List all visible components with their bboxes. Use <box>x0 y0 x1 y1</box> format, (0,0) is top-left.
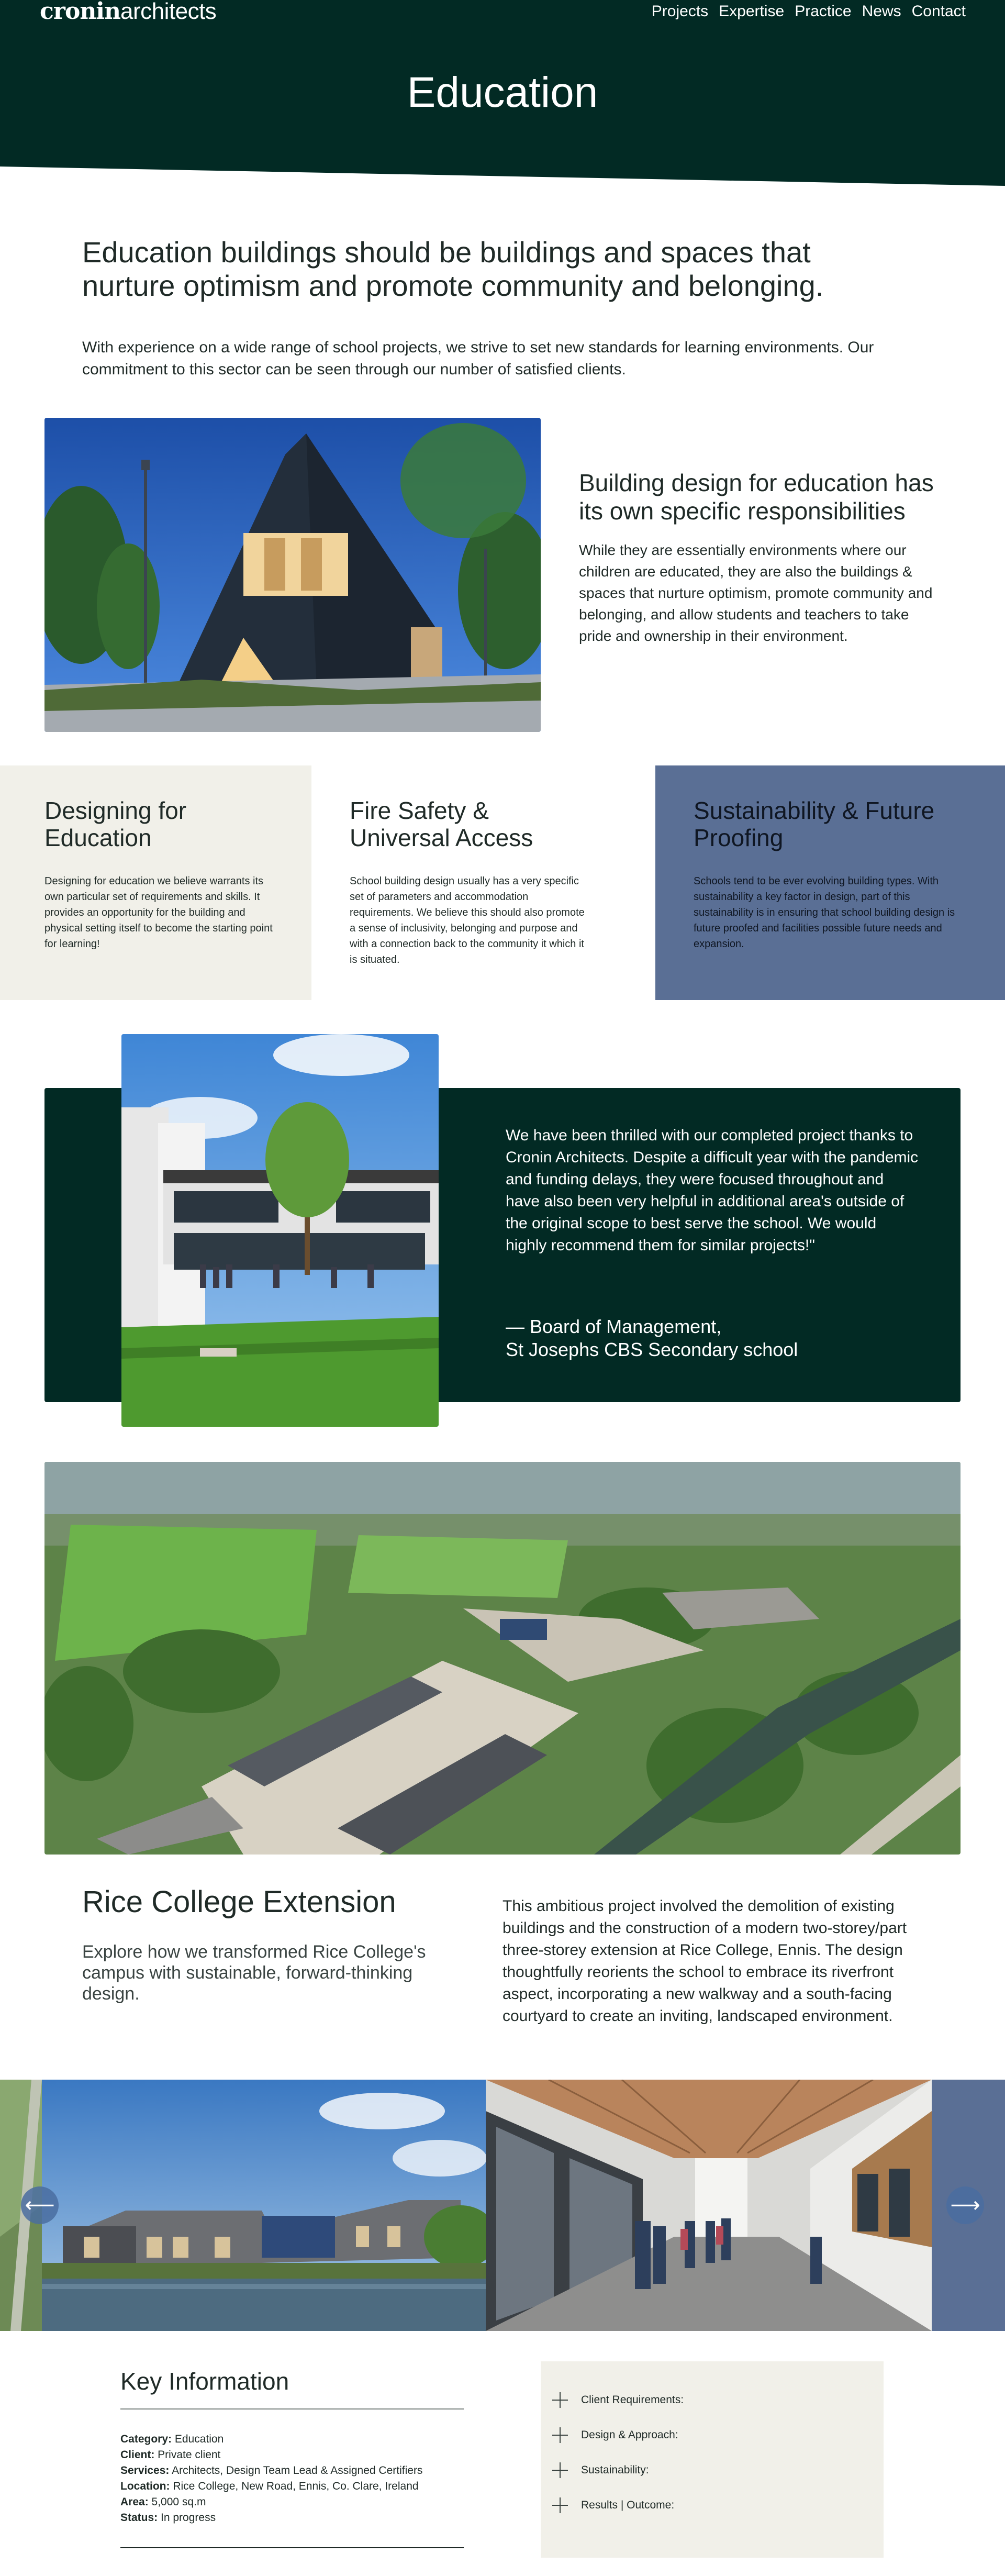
project-description: This ambitious project involved the demolition of existing buildings and the construction of a modern two-storey/part three-storey extension at Rice College, Ennis. The design thoughtfully reorients the school to embrace its riverfront aspect, incorporating a new walkway and a south-facing courtyard to create an inviting, landscaped environment. <box>502 1897 907 2025</box>
nav-expertise[interactable]: Expertise <box>719 3 785 20</box>
testimonial-author <box>506 1315 919 1361</box>
author-school: St Josephs CBS Secondary school <box>506 1339 798 1360</box>
intro-body: With experience on a wide range of school projects, we strive to set new standards for learning environments. Our commitment to this sector can be seen through our number of satisfied clients. <box>82 339 874 378</box>
aerial-campus-photo <box>44 1462 961 1855</box>
info-label: Status: <box>120 2512 158 2524</box>
accordion-design-approach[interactable] <box>552 2417 873 2452</box>
list-item <box>120 2463 466 2479</box>
info-label: Services: <box>120 2464 170 2477</box>
carousel-next-button[interactable] <box>946 2186 984 2224</box>
logo-brand: cronin <box>40 0 121 25</box>
accordion-results-outcome[interactable] <box>552 2488 873 2523</box>
project-subtitle: Explore how we transformed Rice College's campus with sustainable, forward-thinking design. <box>82 1942 426 2004</box>
divider <box>120 2408 464 2410</box>
column-sustainability <box>655 765 1005 1000</box>
main-nav <box>652 2 966 21</box>
info-label: Category: <box>120 2433 172 2445</box>
nav-contact[interactable]: Contact <box>911 3 966 20</box>
plus-icon <box>552 2497 568 2513</box>
column-title: Designing for Education <box>44 797 187 851</box>
nav-news[interactable]: News <box>862 3 901 20</box>
key-information-list <box>120 2431 466 2526</box>
project-title: Rice College Extension <box>82 1885 396 1919</box>
carousel-prev-button[interactable] <box>21 2186 59 2224</box>
author-line: — Board of Management, <box>506 1316 722 1337</box>
feature-body: While they are essentially environments where our children are educated, they are also the buildings & spaces that nurture optimism, promote community and belonging, and allow students and teachers to take pride and ownership in their environment. <box>579 542 933 644</box>
column-title: Fire Safety & Universal Access <box>350 797 533 851</box>
school-building-photo <box>44 418 541 732</box>
info-value: In progress <box>161 2512 216 2524</box>
key-information-title: Key Information <box>120 2368 289 2395</box>
plus-icon <box>552 2427 568 2443</box>
accordion-sustainability[interactable] <box>552 2452 873 2488</box>
image-carousel[interactable] <box>0 2080 1005 2331</box>
list-item <box>120 2479 466 2494</box>
info-value: Architects, Design Team Lead & Assigned Certifiers <box>172 2464 423 2477</box>
testimonial-quote: We have been thrilled with our completed project thanks to Cronin Architects. Despite a difficult year with the pandemic and funding delays, they were focused throughout and have also been very helpful in additional area's outside of the original scope to best serve the school. We would highly recommend them for similar projects!" <box>506 1127 919 1254</box>
list-item <box>120 2510 466 2526</box>
info-value: Education <box>174 2433 224 2445</box>
arrow-right-icon: ⟶ <box>950 2193 980 2217</box>
column-body: Designing for education we believe warrants its own particular set of requirements and skills. It provides an opportunity for the building and physical setting itself to become the starting point for learning! <box>44 875 273 950</box>
corridor-interior-photo <box>486 2080 932 2331</box>
info-value: Private client <box>158 2449 221 2461</box>
column-fire-safety <box>311 765 623 1000</box>
arrow-left-icon: ⟵ <box>25 2193 55 2217</box>
logo-sub: architects <box>120 0 217 24</box>
info-label: Client: <box>120 2449 155 2461</box>
column-designing-for-education <box>0 765 311 1000</box>
nav-projects[interactable]: Projects <box>651 3 709 20</box>
list-item <box>120 2431 466 2447</box>
page-title: Education <box>407 69 598 116</box>
plus-icon <box>552 2462 568 2478</box>
feature-title: Building design for education has its own specific responsibilities <box>579 469 934 525</box>
info-value: 5,000 sq.m <box>151 2496 206 2508</box>
info-value: Rice College, New Road, Ennis, Co. Clare, Ireland <box>173 2480 419 2492</box>
courtyard-photo <box>121 1034 439 1427</box>
info-label: Location: <box>120 2480 170 2492</box>
accordion-label: Client Requirements: <box>581 2393 684 2406</box>
nav-practice[interactable]: Practice <box>795 3 852 20</box>
site-logo[interactable] <box>40 0 216 23</box>
accordion-label: Design & Approach: <box>581 2428 678 2441</box>
column-title: Sustainability & Future Proofing <box>694 797 935 851</box>
divider <box>120 2547 464 2548</box>
column-body: Schools tend to be ever evolving building types. With sustainability a key factor in design, part of this sustainability is in ensuring that school building design is future proofed and facilities possible future needs and expansion. <box>694 875 955 950</box>
riverside-building-photo <box>42 2080 486 2331</box>
column-body: School building design usually has a very specific set of parameters and accommodation requirements. We believe this should also promote a sense of inclusivity, belonging and purpose and with a connection back to the community it which it is situated. <box>350 875 585 965</box>
accordion-label: Sustainability: <box>581 2463 649 2476</box>
intro-heading: Education buildings should be buildings and spaces that nurture optimism and promote community and belonging. <box>82 236 824 302</box>
list-item <box>120 2447 466 2463</box>
list-item <box>120 2494 466 2510</box>
project-details-accordion <box>541 2361 884 2558</box>
info-label: Area: <box>120 2496 149 2508</box>
accordion-label: Results | Outcome: <box>581 2499 675 2511</box>
accordion-client-requirements[interactable] <box>552 2382 873 2417</box>
plus-icon <box>552 2392 568 2408</box>
